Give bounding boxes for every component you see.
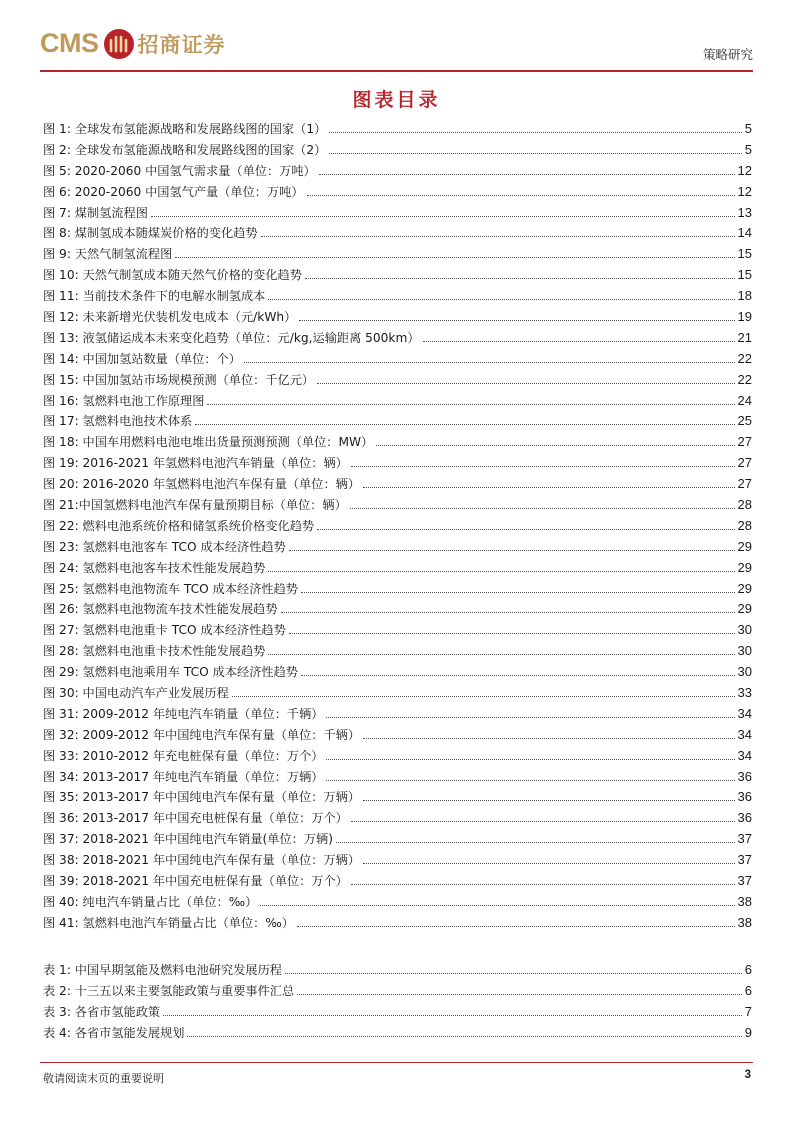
dot-leader [326, 717, 734, 718]
toc-figure-entry-label: 图 35: 2013-2017 年中国纯电汽车保有量（单位：万辆） [43, 790, 361, 805]
dot-leader [351, 466, 735, 467]
toc-figure-entry-label: 图 23: 氢燃料电池客车 TCO 成本经济性趋势 [43, 539, 286, 554]
header-divider [40, 70, 753, 72]
dot-leader [329, 153, 741, 154]
toc-figure-entry-label: 图 7: 煤制氢流程图 [43, 205, 148, 220]
toc-figure-entry[interactable] [43, 452, 752, 473]
dot-leader [351, 821, 735, 822]
report-category: 策略研究 [702, 47, 753, 62]
toc-figure-entry-page: 12 [737, 162, 752, 178]
toc-figure-entry-page: 28 [737, 517, 752, 533]
dot-leader [301, 592, 735, 593]
toc-table-entry-page: 9 [744, 1024, 752, 1040]
toc-table-entry-page: 6 [744, 982, 752, 998]
toc-figure-entry-label: 图 11: 当前技术条件下的电解水制氢成本 [43, 289, 266, 304]
dot-leader [329, 132, 741, 133]
dot-leader [268, 299, 734, 300]
logo-cms-text: CMS [40, 28, 99, 58]
dot-leader [305, 278, 735, 279]
toc-figure-entry-label: 图 2: 全球发布氢能源战略和发展路线图的国家（2） [43, 142, 327, 157]
toc-figure-entry-page: 21 [737, 329, 752, 345]
toc-figure-entry-page: 13 [737, 204, 752, 220]
toc-figure-entry-page: 25 [737, 413, 752, 429]
toc-figure-entry-label: 图 18: 中国车用燃料电池电堆出货量预测预测（单位：MW） [43, 435, 374, 450]
toc-figure-entry-label: 图 15: 中国加氢站市场规模预测（单位：千亿元） [43, 372, 315, 387]
toc-figure-entry[interactable] [43, 431, 752, 452]
toc-figure-entry[interactable] [43, 661, 752, 682]
toc-figure-entry-page: 27 [737, 434, 752, 450]
dot-leader [363, 738, 734, 739]
toc-figure-entry[interactable] [43, 306, 752, 327]
toc-figure-entry[interactable] [43, 703, 752, 724]
dot-leader [297, 994, 742, 995]
toc-figure-entry[interactable] [43, 390, 752, 411]
toc-figure-entry[interactable] [43, 828, 752, 849]
toc-figure-entry-label: 图 30: 中国电动汽车产业发展历程 [43, 685, 229, 700]
dot-leader [363, 800, 734, 801]
toc-figure-entry-label: 图 12: 未来新增光伏装机发电成本（元/kWh） [43, 309, 297, 324]
dot-leader [187, 1036, 741, 1037]
toc-figure-entry[interactable] [43, 787, 752, 808]
toc-figure-entry-page: 15 [737, 267, 752, 283]
toc-figure-entry-page: 22 [737, 371, 752, 387]
toc-figure-entry-label: 图 37: 2018-2021 年中国纯电汽车销量(单位：万辆) [43, 832, 333, 847]
toc-figure-entry[interactable] [43, 348, 752, 369]
toc-figure-entry-page: 15 [737, 246, 752, 262]
toc-figure-entry-page: 36 [737, 789, 752, 805]
toc-figure-entry-label: 图 13: 液氢储运成本未来变化趋势（单位：元/kg,运输距离 500km） [43, 330, 420, 345]
toc-figure-entry-page: 34 [737, 705, 752, 721]
dot-leader [301, 675, 735, 676]
toc-figure-entry-page: 14 [737, 225, 752, 241]
toc-figure-entry-label: 图 34: 2013-2017 年纯电汽车销量（单位：万辆） [43, 769, 324, 784]
toc-figure-entry-label: 图 8: 煤制氢成本随煤炭价格的变化趋势 [43, 226, 258, 241]
toc-table-entry[interactable] [43, 959, 752, 980]
toc-figure-entry-page: 5 [744, 141, 752, 157]
toc-figure-entry-page: 34 [737, 747, 752, 763]
toc-figure-entry-label: 图 25: 氢燃料电池物流车 TCO 成本经济性趋势 [43, 581, 298, 596]
dot-leader [232, 696, 735, 697]
toc-figure-entry-label: 图 32: 2009-2012 年中国纯电汽车保有量（单位：千辆） [43, 727, 361, 742]
dot-leader [423, 341, 735, 342]
dot-leader [351, 884, 735, 885]
dot-leader [363, 487, 734, 488]
toc-figure-entry[interactable] [43, 891, 752, 912]
table-list [43, 959, 752, 1043]
dot-leader [326, 780, 734, 781]
toc-figure-entry-label: 图 26: 氢燃料电池物流车技术性能发展趋势 [43, 602, 278, 617]
toc-table-entry[interactable] [43, 980, 752, 1001]
toc-figure-entry[interactable] [43, 118, 752, 139]
toc-figure-entry-page: 34 [737, 726, 752, 742]
toc-figure-entry-label: 图 40: 纯电汽车销量占比（单位：‰） [43, 894, 258, 909]
toc-figure-entry-page: 27 [737, 476, 752, 492]
dot-leader [151, 216, 735, 217]
toc-figure-entry-label: 图 20: 2016-2020 年氢燃料电池汽车保有量（单位：辆） [43, 477, 361, 492]
footer-divider [40, 1062, 753, 1063]
toc-figure-entry-page: 24 [737, 392, 752, 408]
toc-figure-entry-label: 图 6: 2020-2060 中国氢气产量（单位：万吨） [43, 184, 304, 199]
toc-table-entry-label: 表 4: 各省市氢能发展规划 [43, 1025, 185, 1040]
toc-figure-entry-label: 图 36: 2013-2017 年中国充电桩保有量（单位：万个） [43, 811, 348, 826]
cms-logo [40, 28, 226, 59]
dot-leader [281, 612, 735, 613]
toc-figure-entry-page: 36 [737, 810, 752, 826]
toc-table-entry-label: 表 3: 各省市氢能政策 [43, 1004, 161, 1019]
toc-figure-entry-page: 18 [737, 288, 752, 304]
page-number: 3 [744, 1069, 751, 1081]
toc-figure-entry-page: 29 [737, 580, 752, 596]
dot-leader [297, 926, 735, 927]
toc-figure-entry-label: 图 9: 天然气制氢流程图 [43, 247, 173, 262]
dot-leader [285, 973, 742, 974]
toc-figure-entry[interactable] [43, 557, 752, 578]
dot-leader [260, 905, 734, 906]
toc-figure-entry[interactable] [43, 327, 752, 348]
dot-leader [289, 633, 735, 634]
dot-leader [376, 445, 734, 446]
toc-figure-entry[interactable] [43, 870, 752, 891]
figure-list [43, 118, 752, 933]
toc-figure-entry-label: 图 17: 氢燃料电池技术体系 [43, 414, 193, 429]
dot-leader [207, 404, 734, 405]
toc-table-entry[interactable] [43, 1001, 752, 1022]
dot-leader [336, 842, 735, 843]
toc-figure-entry-label: 图 38: 2018-2021 年中国纯电汽车保有量（单位：万辆） [43, 853, 361, 868]
toc-figure-entry[interactable] [43, 494, 752, 515]
toc-figure-entry[interactable] [43, 515, 752, 536]
toc-table-entry-page: 6 [744, 961, 752, 977]
dot-leader [363, 863, 734, 864]
toc-figure-entry[interactable] [43, 243, 752, 264]
toc-figure-entry[interactable] [43, 912, 752, 933]
toc-figure-entry-page: 28 [737, 496, 752, 512]
toc-figure-entry-label: 图 33: 2010-2012 年充电桩保有量（单位：万个） [43, 748, 324, 763]
toc-figure-entry[interactable] [43, 139, 752, 160]
toc-figure-entry-page: 30 [737, 643, 752, 659]
toc-figure-entry-label: 图 1: 全球发布氢能源战略和发展路线图的国家（1） [43, 121, 327, 136]
toc-figure-entry-label: 图 10: 天然气制氢成本随天然气价格的变化趋势 [43, 268, 302, 283]
toc-figure-entry-page: 37 [737, 831, 752, 847]
toc-figure-entry[interactable] [43, 222, 752, 243]
toc-figure-entry[interactable] [43, 598, 752, 619]
toc-figure-entry[interactable] [43, 640, 752, 661]
toc-figure-entry-label: 图 21:中国氢燃料电池汽车保有量预期目标（单位：辆） [43, 497, 347, 512]
toc-figure-entry[interactable] [43, 807, 752, 828]
toc-figure-entry[interactable] [43, 160, 752, 181]
toc-figure-entry[interactable] [43, 181, 752, 202]
toc-figure-entry-page: 33 [737, 684, 752, 700]
toc-figure-entry[interactable] [43, 849, 752, 870]
toc-figure-entry[interactable] [43, 410, 752, 431]
toc-figure-entry-label: 图 5: 2020-2060 中国氢气需求量（单位：万吨） [43, 163, 316, 178]
toc-figure-entry-label: 图 22: 燃料电池系统价格和储氢系统价格变化趋势 [43, 518, 315, 533]
dot-leader [299, 320, 734, 321]
toc-table-entry-label: 表 1: 中国早期氢能及燃料电池研究发展历程 [43, 962, 282, 977]
dot-leader [317, 529, 734, 530]
toc-figure-entry-page: 5 [744, 120, 752, 136]
toc-figure-entry[interactable] [43, 473, 752, 494]
page-header [40, 28, 753, 72]
toc-figure-entry-page: 29 [737, 601, 752, 617]
toc-figure-entry-label: 图 39: 2018-2021 年中国充电桩保有量（单位：万个） [43, 874, 348, 888]
toc-figure-entry-page: 12 [737, 183, 752, 199]
dot-leader [319, 174, 735, 175]
dot-leader [307, 195, 735, 196]
dot-leader [350, 508, 735, 509]
toc-figure-entry[interactable] [43, 202, 752, 223]
toc-figure-entry-page: 27 [737, 455, 752, 471]
toc-figure-entry[interactable] [43, 745, 752, 766]
toc-table-entry-page: 7 [744, 1003, 752, 1019]
toc-figure-entry-label: 图 29: 氢燃料电池乘用车 TCO 成本经济性趋势 [43, 665, 298, 680]
toc-figure-entry-page: 30 [737, 664, 752, 680]
page-title: 图表目录 [352, 89, 441, 111]
toc-figure-entry[interactable] [43, 766, 752, 787]
toc-table-entry[interactable] [43, 1022, 752, 1043]
toc-figure-entry-page: 37 [737, 852, 752, 868]
toc-figure-entry[interactable] [43, 369, 752, 390]
toc-figure-entry-label: 图 14: 中国加氢站数量（单位：个） [43, 351, 241, 366]
dot-leader [317, 383, 734, 384]
toc-figure-entry-label: 图 31: 2009-2012 年纯电汽车销量（单位：千辆） [43, 706, 324, 721]
logo-emblem-icon [104, 29, 134, 59]
dot-leader [289, 550, 735, 551]
disclaimer-note: 敬请阅读末页的重要说明 [43, 1072, 164, 1085]
toc-table-entry-label: 表 2: 十三五以来主要氢能政策与重要事件汇总 [43, 983, 295, 998]
dot-leader [175, 257, 734, 258]
toc-figure-entry-label: 图 16: 氢燃料电池工作原理图 [43, 393, 205, 408]
toc-figure-entry-page: 19 [737, 308, 752, 324]
toc-figure-entry-page: 38 [737, 914, 752, 930]
toc-figure-entry-page: 30 [737, 622, 752, 638]
toc-figure-entry-page: 29 [737, 538, 752, 554]
dot-leader [326, 759, 734, 760]
toc-figure-entry[interactable] [43, 578, 752, 599]
dot-leader [268, 654, 734, 655]
toc-figure-entry[interactable] [43, 724, 752, 745]
toc-figure-entry-page: 22 [737, 350, 752, 366]
toc-figure-entry-page: 29 [737, 559, 752, 575]
dot-leader [268, 571, 734, 572]
toc-figure-entry-page: 36 [737, 768, 752, 784]
toc-figure-entry[interactable] [43, 264, 752, 285]
dot-leader [195, 424, 734, 425]
toc-figure-entry-label: 图 41: 氢燃料电池汽车销量占比（单位：‰） [43, 915, 294, 930]
toc-figure-entry[interactable] [43, 619, 752, 640]
toc-figure-entry[interactable] [43, 285, 752, 306]
toc-figure-entry-label: 图 24: 氢燃料电池客车技术性能发展趋势 [43, 560, 266, 575]
toc-figure-entry-page: 38 [737, 893, 752, 909]
toc-figure-entry-label: 图 19: 2016-2021 年氢燃料电池汽车销量（单位：辆） [43, 456, 348, 471]
toc-figure-entry[interactable] [43, 536, 752, 557]
dot-leader [163, 1015, 742, 1016]
dot-leader [261, 236, 735, 237]
toc-figure-entry[interactable] [43, 682, 752, 703]
toc-figure-entry-label: 图 27: 氢燃料电池重卡 TCO 成本经济性趋势 [43, 623, 286, 638]
dot-leader [244, 362, 735, 363]
logo-company-name: 招商证券 [137, 31, 226, 57]
toc-figure-entry-label: 图 28: 氢燃料电池重卡技术性能发展趋势 [43, 644, 266, 659]
toc-figure-entry-page: 37 [737, 873, 752, 888]
